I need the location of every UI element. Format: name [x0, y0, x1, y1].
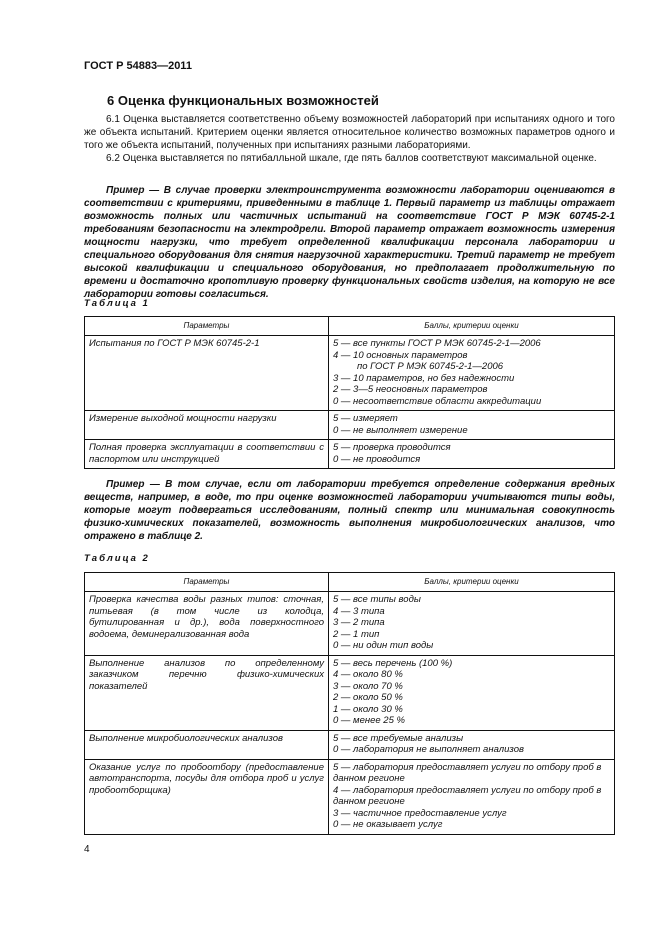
table-row [85, 730, 615, 759]
score-line: 2 — 1 тип [333, 628, 380, 640]
score-line: 5 — все пункты ГОСТ Р МЭК 60745-2-1—2006 [333, 338, 541, 349]
table-row [85, 759, 615, 834]
score-cell [329, 655, 615, 730]
example-2 [84, 478, 615, 543]
section-body [84, 113, 615, 165]
table-2 [84, 572, 615, 835]
score-cell [329, 592, 615, 656]
param-cell: Проверка качества воды разных типов: сточная, питьевая (в том числе из колодца, бутилированная и др.), вода поверхностного водоема, деминерализованная вода [85, 592, 329, 656]
table-header-row [85, 573, 615, 592]
score-line: 3 — около 70 % [333, 680, 403, 692]
score-line: 0 — менее 25 % [333, 715, 405, 726]
column-header-scores: Баллы, критерии оценки [329, 573, 615, 592]
paragraph-6-1: 6.1 Оценка выставляется соответственно объему возможностей лабораторий при испытаниях одного и того же объекта испытаний. Критерием оценки является относительное количество возможных параметров одного и того же объекта испытаний, полученных при испытаниях разными лабораториями. [84, 114, 615, 151]
page-number: 4 [84, 844, 90, 855]
score-line: 0 — ни один тип воды [333, 640, 434, 651]
score-cell [329, 730, 615, 759]
table-1 [84, 316, 615, 469]
example-2-text: Пример — В том случае, если от лаборатории требуется определение содержания вредных веществ, например, в воде, то при оценке возможностей лаборатории учитываются типы воды, которые могут подвергаться исследованиям, полный спектр или минимальная совокупность физико-химических показателей, возможность выполнения микробиологических анализов, что отражено в таблице 2. [84, 479, 615, 542]
score-line: 0 — лаборатория не выполняет анализов [333, 744, 524, 755]
paragraph-6-2: 6.2 Оценка выставляется по пятибалльной шкале, где пять баллов соответствуют максимальной оценке. [106, 153, 597, 164]
column-header-params: Параметры [85, 573, 329, 592]
score-line: 3 — 10 параметров, но без надежности [333, 372, 515, 384]
table-header-row [85, 317, 615, 336]
score-line: 0 — не оказывает услуг [333, 819, 443, 830]
table-2-caption: Таблица 2 [84, 553, 150, 564]
score-line: 3 — частичное предоставление услуг [333, 807, 507, 819]
score-line: 4 — около 80 % [333, 669, 403, 680]
score-line: 3 — 2 типа [333, 617, 385, 628]
score-line: 4 — 3 типа [333, 605, 385, 617]
table-row [85, 411, 615, 440]
score-line: 0 — не выполняет измерение [333, 424, 468, 436]
document-header: ГОСТ Р 54883—2011 [84, 60, 192, 72]
param-cell: Оказание услуг по пробоотбору (предоставление автотранспорта, посуды для отбора проб и услуг пробоотборщика) [85, 759, 329, 834]
score-cell [329, 336, 615, 411]
table-row [85, 440, 615, 469]
table-1-caption: Таблица 1 [84, 298, 150, 309]
score-cell [329, 411, 615, 440]
section-title: 6 Оценка функциональных возможностей [107, 93, 379, 108]
score-line: 2 — 3—5 неосновных параметров [333, 384, 488, 395]
param-cell: Испытания по ГОСТ Р МЭК 60745-2-1 [85, 336, 329, 411]
score-cell [329, 440, 615, 469]
table-row [85, 336, 615, 411]
example-1-text: Пример — В случае проверки электроинструмента возможности лаборатории оцениваются в соответствии с критериями, приведенными в таблице 1. Первый параметр из таблицы отражает возможность полных или частичных испытаний на соответствие ГОСТ Р МЭК 60745-2-1 требованиям безопасности на электродрели. Второй параметр отражает возможность измерения мощности нагрузки, что требует определенной квалификации персонала лаборатории и специального оборудования для снятия нагрузочной характеристики. Третий параметр не требует высокой квалификации и специального оборудования, но предполагает продолжительную по времени и достаточно кропотливую проверку функциональных свойств изделия, на которую не все лаборатории готовы согласиться. [84, 185, 615, 300]
column-header-params: Параметры [85, 317, 329, 336]
score-cell [329, 759, 615, 834]
param-cell: Выполнение микробиологических анализов [85, 730, 329, 759]
param-cell: Полная проверка эксплуатации в соответствии с паспортом или инструкцией [85, 440, 329, 469]
score-line: 5 — все типы воды [333, 594, 421, 605]
score-line: 1 — около 30 % [333, 703, 403, 715]
score-line: 2 — около 50 % [333, 692, 403, 703]
param-cell: Измерение выходной мощности нагрузки [85, 411, 329, 440]
score-line: по ГОСТ Р МЭК 60745-2-1—2006 [357, 361, 504, 372]
score-line: 4 — лаборатория предоставляет услуги по отбору проб в данном регионе [333, 784, 602, 807]
score-line: 5 — измеряет [333, 413, 398, 424]
score-line: 0 — не проводится [333, 453, 421, 465]
score-line: 5 — весь перечень (100 %) [333, 657, 453, 669]
table-row [85, 655, 615, 730]
score-line: 4 — 10 основных параметров [333, 349, 468, 361]
score-line: 5 — лаборатория предоставляет услуги по отбору проб в данном регионе [333, 761, 602, 784]
score-line: 0 — несоответствие области аккредитации [333, 395, 542, 407]
param-cell: Выполнение анализов по определенному заказчиком перечню физико-химических показателей [85, 655, 329, 730]
table-row [85, 592, 615, 656]
example-1 [84, 184, 615, 301]
score-line: 5 — все требуемые анализы [333, 732, 464, 744]
column-header-scores: Баллы, критерии оценки [329, 317, 615, 336]
score-line: 5 — проверка проводится [333, 442, 451, 453]
